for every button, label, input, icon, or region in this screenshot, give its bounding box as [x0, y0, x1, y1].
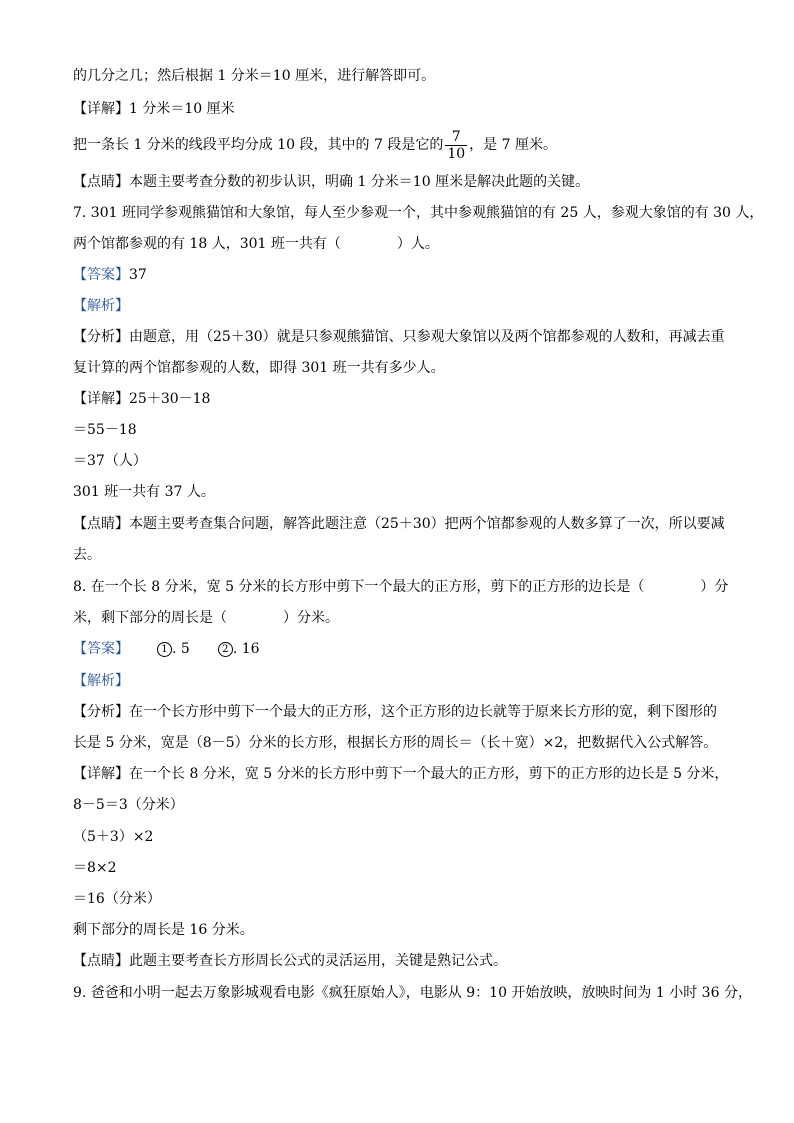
- text: ，是 7 厘米。: [469, 137, 557, 153]
- section-tag: 【点睛】: [73, 953, 129, 969]
- question-text: 两个馆都参观的有 18 人，301 班一共有（ ）人。: [73, 236, 439, 252]
- fraction-denominator: 10: [447, 145, 466, 162]
- section-tag: 【详解】: [73, 391, 129, 407]
- text: 把一条长 1 分米的线段平均分成 10 段，其中的 7 段是它的: [73, 137, 444, 153]
- answer-tag: 【答案】: [73, 641, 129, 657]
- text: 复计算的两个馆都参观的人数，即得 301 班一共有多少人。: [73, 360, 445, 376]
- text: 此题主要考查长方形周长公式的灵活运用，关键是熟记公式。: [129, 953, 507, 969]
- text: 的几分之几；然后根据 1 分米＝10 厘米，进行解答即可。: [73, 68, 436, 84]
- analysis-tag: 【解析】: [73, 298, 129, 314]
- text: 在一个长 8 分米，宽 5 分米的长方形中剪下一个最大的正方形，剪下的正方形的边长是 5 分米，: [129, 766, 729, 782]
- question-text: 9. 爸爸和小明一起去万象影城观看电影《疯狂原始人》，电影从 9：10 开始放映，放映时间为 1 小时 36 分，: [73, 985, 752, 1001]
- text-line: [73, 100, 235, 118]
- text: 301 班一共有 37 人。: [73, 484, 215, 500]
- text-line: [73, 421, 137, 439]
- text-line: [73, 859, 117, 877]
- text: 去。: [73, 547, 101, 563]
- question-line: [73, 578, 728, 596]
- text-line: [73, 67, 435, 85]
- question-line: [73, 204, 763, 222]
- question-line: [73, 984, 752, 1002]
- text-line: [73, 796, 184, 814]
- section-tag: 【点睛】: [73, 516, 129, 532]
- answer-value: 37: [129, 267, 147, 283]
- section-tag: 【详解】: [73, 766, 129, 782]
- text-line: [73, 734, 717, 752]
- fraction-numerator: 7: [451, 128, 461, 145]
- answer-tag: 【答案】: [73, 267, 129, 283]
- answer-value: . 5: [172, 641, 190, 657]
- fraction: [445, 129, 467, 162]
- text: 1 分米＝10 厘米: [129, 101, 235, 117]
- analysis-heading: [73, 672, 129, 690]
- text: （5＋3）×2: [73, 829, 154, 845]
- text: 25＋30－18: [129, 391, 211, 407]
- answer-line: [73, 266, 147, 284]
- text-line: [73, 128, 557, 162]
- text-line: [73, 173, 589, 191]
- section-tag: 【详解】: [73, 101, 129, 117]
- answer-number-badge: 1: [157, 642, 172, 657]
- text-line: [73, 390, 210, 408]
- answer-line: [73, 640, 260, 658]
- question-text: 8. 在一个长 8 分米，宽 5 分米的长方形中剪下一个最大的正方形，剪下的正方形的边长是（ ）分: [73, 579, 729, 595]
- section-tag: 【分析】: [73, 329, 129, 345]
- text-line: [73, 828, 153, 846]
- analysis-tag: 【解析】: [73, 673, 129, 689]
- text: 本题主要考查集合问题，解答此题注意（25＋30）把两个馆都参观的人数多算了一次，所以要减: [129, 516, 725, 532]
- answer-number-badge: 2: [218, 642, 233, 657]
- text: 在一个长方形中剪下一个最大的正方形，这个正方形的边长就等于原来长方形的宽，剩下图形的: [129, 704, 717, 720]
- text-line: [73, 359, 445, 377]
- question-line: [73, 609, 339, 627]
- text-line: [73, 952, 507, 970]
- question-line: [73, 235, 439, 253]
- section-tag: 【点睛】: [73, 174, 129, 190]
- text-line: [73, 515, 725, 533]
- text-line: [73, 890, 161, 908]
- text-line: [73, 483, 215, 501]
- question-text: 7. 301 班同学参观熊猫馆和大象馆，每人至少参观一个，其中参观熊猫馆的有 25 人，参观大象馆的有 30 人，: [73, 205, 764, 221]
- text: ＝8×2: [73, 860, 117, 876]
- text-line: [73, 328, 725, 346]
- text: 8－5＝3（分米）: [73, 797, 184, 813]
- section-tag: 【分析】: [73, 704, 129, 720]
- text: 本题主要考查分数的初步认识，明确 1 分米＝10 厘米是解决此题的关键。: [129, 174, 590, 190]
- text-line: [73, 703, 717, 721]
- text-line: [73, 921, 254, 939]
- text-line: [73, 452, 147, 470]
- question-text: 米，剩下部分的周长是（ ）分米。: [73, 610, 339, 626]
- answer-value: . 16: [232, 641, 260, 657]
- text: ＝37（人）: [73, 453, 147, 469]
- analysis-heading: [73, 297, 129, 315]
- text: 由题意，用（25＋30）就是只参观熊猫馆、只参观大象馆以及两个馆都参观的人数和，再减去重: [129, 329, 725, 345]
- text: ＝16（分米）: [73, 891, 161, 907]
- text: 剩下部分的周长是 16 分米。: [73, 922, 254, 938]
- text: 长是 5 分米，宽是（8－5）分米的长方形，根据长方形的周长＝（长＋宽）×2，把数据代入公式解答。: [73, 735, 718, 751]
- text-line: [73, 546, 101, 564]
- text-line: [73, 765, 728, 783]
- text: ＝55－18: [73, 422, 137, 438]
